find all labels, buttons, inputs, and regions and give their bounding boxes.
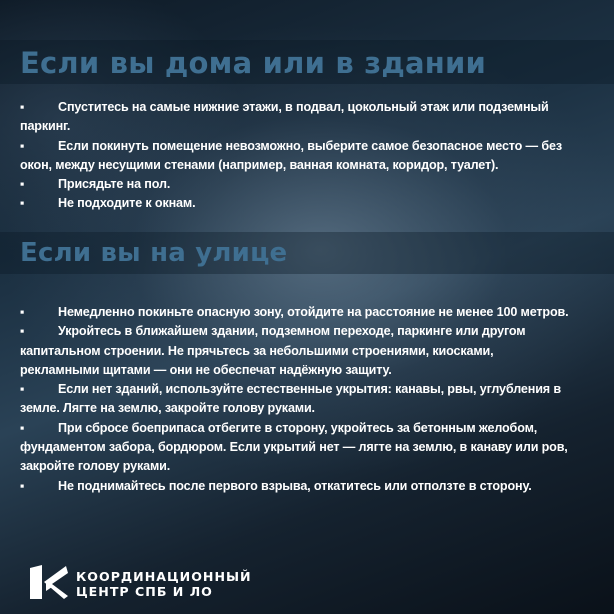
organization-name-line2: ЦЕНТР СПБ И ЛО <box>76 584 213 599</box>
list-item <box>20 98 576 137</box>
organization-name-line1: КООРДИНАЦИОННЫЙ <box>76 569 252 584</box>
bullet-icon: ▪ <box>20 138 25 153</box>
bullet-icon: ▪ <box>20 305 25 319</box>
list-item <box>20 477 576 496</box>
list-item-text: Укройтесь в ближайшем здании, подземном переходе, паркинге или другом капитальном строении. Не прячьтесь за небольшими строениями, киосками, рекламными щитами — они не обеспечат надёжную защиту. <box>20 324 526 377</box>
list-item <box>20 194 576 213</box>
list-item <box>20 380 576 419</box>
bullet-icon: ▪ <box>20 478 25 493</box>
bullet-icon: ▪ <box>20 196 25 211</box>
list-item <box>20 175 576 194</box>
list-item <box>20 419 576 477</box>
list-item <box>20 137 576 176</box>
list-item-text: При сбросе боеприпаса отбегите в сторону, укройтесь за бетонным желобом, фундаментом забора, бордюром. Если укрытий нет — лягте на землю, в канаву или ров, закройте голову руками. <box>20 420 568 474</box>
list-item-text: Если покинуть помещение невозможно, выберите самое безопасное место — без окон, между несущими стенами (например, ванная комната, коридор, туалет). <box>20 138 562 172</box>
list-item-text: Присядьте на пол. <box>58 177 171 192</box>
list-item-text: Не поднимайтесь после первого взрыва, откатитесь или отползте в сторону. <box>58 478 532 493</box>
list-item-text: Не подходите к окнам. <box>58 196 196 211</box>
list-item-text: Если нет зданий, используйте естественные укрытия: канавы, рвы, углубления в земле. Лягте на землю, закройте голову руками. <box>20 382 561 416</box>
bullet-icon: ▪ <box>20 100 25 114</box>
bullet-icon: ▪ <box>20 324 25 339</box>
section-heading-outdoors: Если вы на улице <box>20 238 288 268</box>
bullet-icon: ▪ <box>20 177 25 192</box>
kc-logo-icon <box>30 565 68 599</box>
organization-name <box>76 569 252 599</box>
list-item-text: Немедленно покиньте опасную зону, отойдите на расстояние не менее 100 метров. <box>58 305 569 319</box>
bullet-icon: ▪ <box>20 382 25 397</box>
indoors-instructions-list <box>20 98 576 214</box>
list-item-text: Спуститесь на самые нижние этажи, в подвал, цокольный этаж или подземный паркинг. <box>20 100 549 134</box>
outdoors-instructions-list <box>20 303 576 496</box>
list-item <box>20 303 576 322</box>
section-heading-indoors: Если вы дома или в здании <box>20 46 486 80</box>
list-item <box>20 322 576 380</box>
bullet-icon: ▪ <box>20 420 25 435</box>
